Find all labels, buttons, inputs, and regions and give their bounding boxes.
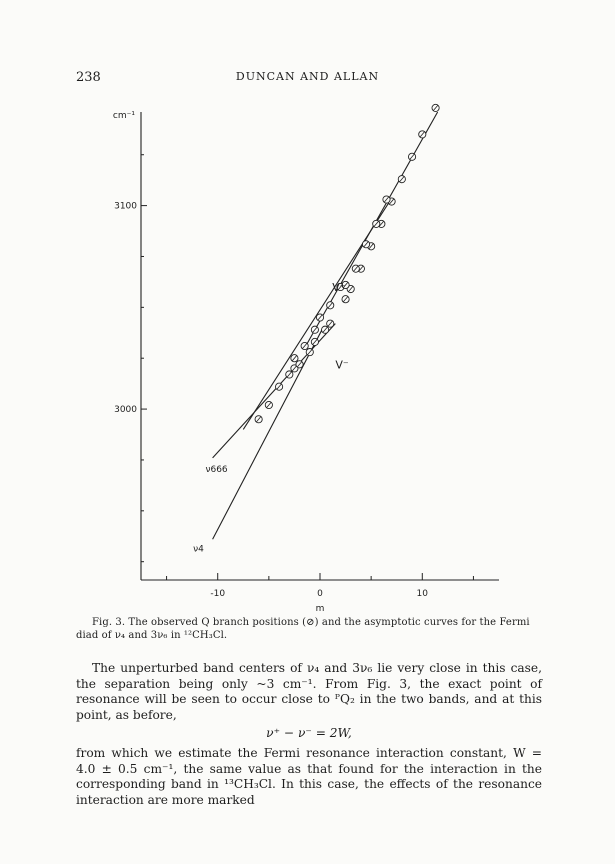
figure-caption <box>76 616 542 642</box>
x-tick-label: -10 <box>210 589 226 599</box>
q-branch-point <box>296 361 303 368</box>
q-branch-point <box>316 314 323 321</box>
paragraph: from which we estimate the Fermi resonance interaction constant, W = 4.0 ± 0.5 cm⁻¹, the same value as that found for the interaction in the corresponding band in ¹³CH₃Cl. In this case, the effects of the resonance interaction are more marked <box>76 745 542 807</box>
curve-label: V⁻ <box>335 358 349 372</box>
curve-label: ν4 <box>193 544 204 555</box>
q-branch-point <box>327 302 334 309</box>
curve-label: ν666 <box>205 465 228 476</box>
asymptotic-curve <box>213 328 323 540</box>
asymptotic-curve <box>243 202 389 430</box>
paragraph: The unperturbed band centers of ν₄ and 3ν₆ lie very close in this case, the separation being only ~3 cm⁻¹. From Fig. 3, the exact point of resonance will be seen to occur close to ᴾQ₂ in the two bands, and at this point, as before, <box>76 661 542 722</box>
equation: ν⁺ − ν⁻ = 2W, <box>266 726 352 741</box>
q-branch-point <box>311 326 318 333</box>
q-branch-point <box>408 153 415 160</box>
q-branch-point <box>373 220 380 227</box>
caption-label: Fig. 3. <box>92 617 126 628</box>
q-branch-point <box>286 371 293 378</box>
q-branch-point <box>342 296 349 303</box>
q-branch-point <box>275 383 282 390</box>
q-branch-point <box>398 176 405 183</box>
q-branch-point <box>291 355 298 362</box>
q-branch-point <box>383 196 390 203</box>
q-branch-point <box>301 342 308 349</box>
y-tick-label: 3100 <box>114 201 137 212</box>
curve-label: V⁺ <box>332 281 346 295</box>
q-branch-point <box>352 265 359 272</box>
q-branch-point <box>419 131 426 138</box>
y-tick-label: 3000 <box>114 405 137 416</box>
q-branch-point <box>362 241 369 248</box>
y-axis-label: cm⁻¹ <box>112 111 135 121</box>
q-branch-point <box>432 104 439 111</box>
body-text <box>76 661 542 808</box>
q-branch-point <box>255 416 262 423</box>
x-tick-label: 0 <box>317 589 323 599</box>
q-branch-point <box>322 326 329 333</box>
q-branch-point <box>265 401 272 408</box>
q-branch-point <box>327 320 334 327</box>
page-number: 238 <box>76 70 101 85</box>
running-head: DUNCAN AND ALLAN <box>235 70 380 83</box>
x-tick-label: 10 <box>416 589 429 599</box>
caption-text: The observed Q branch positions (⊘) and the asymptotic curves for the Fermi diad of ν₄ and 3ν₆ in ¹²CH₃Cl. <box>76 617 530 641</box>
q-branch-point <box>311 338 318 345</box>
q-branch-point <box>306 349 313 356</box>
x-axis-label: m <box>315 604 325 614</box>
